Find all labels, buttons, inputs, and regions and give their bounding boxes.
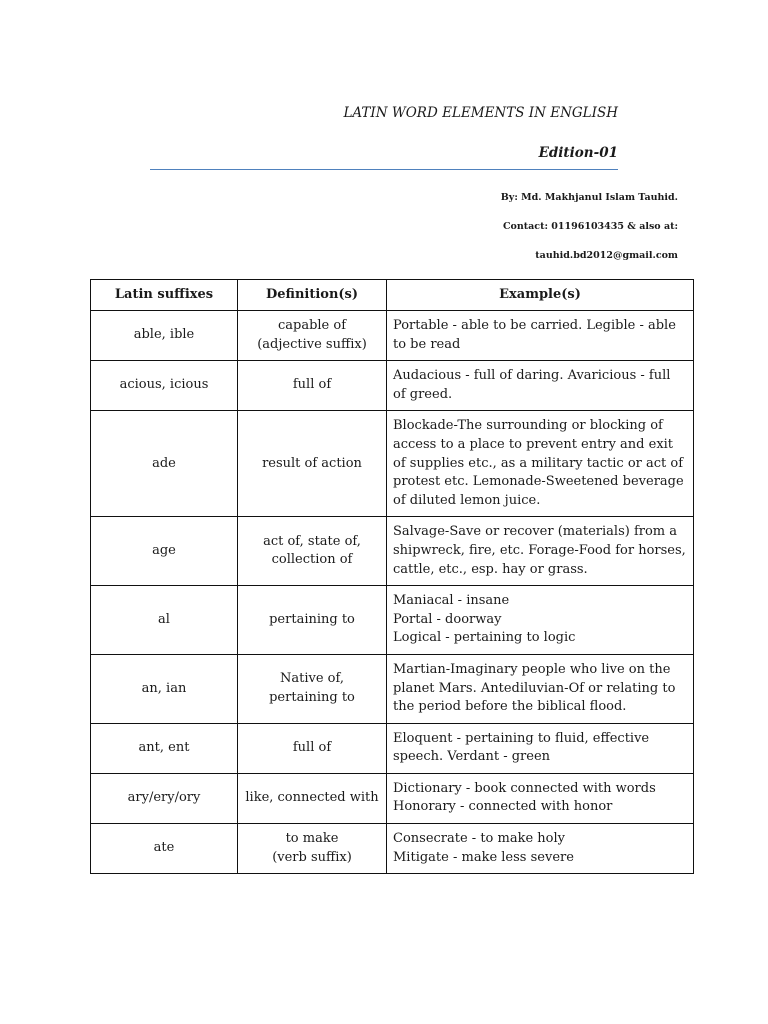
example-line: Portal - doorway (393, 611, 502, 627)
suffix-cell: ary/ery/ory (91, 773, 238, 823)
suffix-cell: ant, ent (91, 723, 238, 773)
example-cell (387, 361, 694, 411)
table-row (91, 311, 694, 361)
suffix-cell: al (91, 586, 238, 655)
table-row (91, 773, 694, 823)
definition-cell (238, 654, 387, 723)
email-line: tauhid.bd2012@gmail.com (535, 250, 678, 261)
definition-line: pertaining to (269, 689, 355, 705)
suffix-cell: acious, icious (91, 361, 238, 411)
suffix-table (90, 279, 694, 874)
example-cell (387, 824, 694, 874)
table-body (91, 311, 694, 874)
document-title: LATIN WORD ELEMENTS IN ENGLISH (343, 105, 618, 121)
example-line: Portable - able to be carried. Legible - able to be read (393, 318, 676, 352)
example-cell (387, 586, 694, 655)
table-header-row (91, 280, 694, 311)
example-line: Blockade-The surrounding or blocking of access to a place to prevent entry and exit of supplies etc., as a military tactic or act of protest etc. Lemonade-Sweetened beverage of diluted lemon juice. (393, 418, 684, 508)
definition-cell (238, 723, 387, 773)
example-cell (387, 773, 694, 823)
definition-cell (238, 361, 387, 411)
definition-line: Native of, (280, 671, 344, 687)
author-line: By: Md. Makhjanul Islam Tauhid. (500, 192, 678, 203)
example-cell (387, 411, 694, 517)
example-line: Dictionary - book connected with words (393, 780, 656, 796)
definition-cell (238, 411, 387, 517)
table-row (91, 517, 694, 586)
column-header-definitions: Definition(s) (238, 280, 387, 311)
definition-cell (238, 586, 387, 655)
table-row (91, 654, 694, 723)
suffix-cell: an, ian (91, 654, 238, 723)
example-line: Salvage-Save or recover (materials) from a shipwreck, fire, etc. Forage-Food for horses, cattle, etc., esp. hay or grass. (393, 524, 686, 577)
table-row (91, 361, 694, 411)
suffix-cell: ade (91, 411, 238, 517)
table-row (91, 586, 694, 655)
column-header-examples: Example(s) (387, 280, 694, 311)
contact-line: Contact: 01196103435 & also at: (502, 221, 678, 232)
definition-line: full of (292, 377, 332, 393)
column-header-suffixes: Latin suffixes (91, 280, 238, 311)
suffix-cell: age (91, 517, 238, 586)
definition-line: to make (285, 831, 339, 847)
example-line: Martian-Imaginary people who live on the planet Mars. Antediluvian-Of or relating to the period before the biblical flood. (393, 661, 676, 715)
definition-line: capable of (277, 318, 347, 333)
definition-cell (238, 773, 387, 823)
table-row (91, 723, 694, 773)
definition-cell (238, 311, 387, 361)
definition-line: pertaining to (269, 611, 355, 627)
table-row (91, 411, 694, 517)
suffix-cell: able, ible (91, 311, 238, 361)
definition-line: result of action (262, 455, 362, 471)
definition-line: like, connected with (245, 790, 379, 806)
example-cell (387, 517, 694, 586)
example-line: Mitigate - make less severe (393, 849, 574, 865)
example-line: Logical - pertaining to logic (393, 630, 576, 646)
definition-line: collection of (271, 552, 353, 568)
example-cell (387, 311, 694, 361)
edition-label: Edition-01 (538, 145, 618, 161)
example-cell (387, 654, 694, 723)
example-line: Maniacal - insane (393, 593, 510, 609)
example-line: Honorary - connected with honor (393, 799, 613, 815)
example-cell (387, 723, 694, 773)
definition-line: (adjective suffix) (257, 336, 367, 352)
definition-line: full of (292, 739, 332, 755)
definition-cell (238, 517, 387, 586)
suffix-cell: ate (91, 824, 238, 874)
table-row (91, 824, 694, 874)
example-line: Audacious - full of daring. Avaricious - full of greed. (393, 368, 671, 402)
example-line: Consecrate - to make holy (393, 831, 565, 847)
definition-line: act of, state of, (263, 533, 361, 549)
header-divider (150, 169, 618, 170)
definition-cell (238, 824, 387, 874)
definition-line: (verb suffix) (272, 849, 352, 865)
example-line: Eloquent - pertaining to fluid, effective speech. Verdant - green (393, 730, 650, 765)
